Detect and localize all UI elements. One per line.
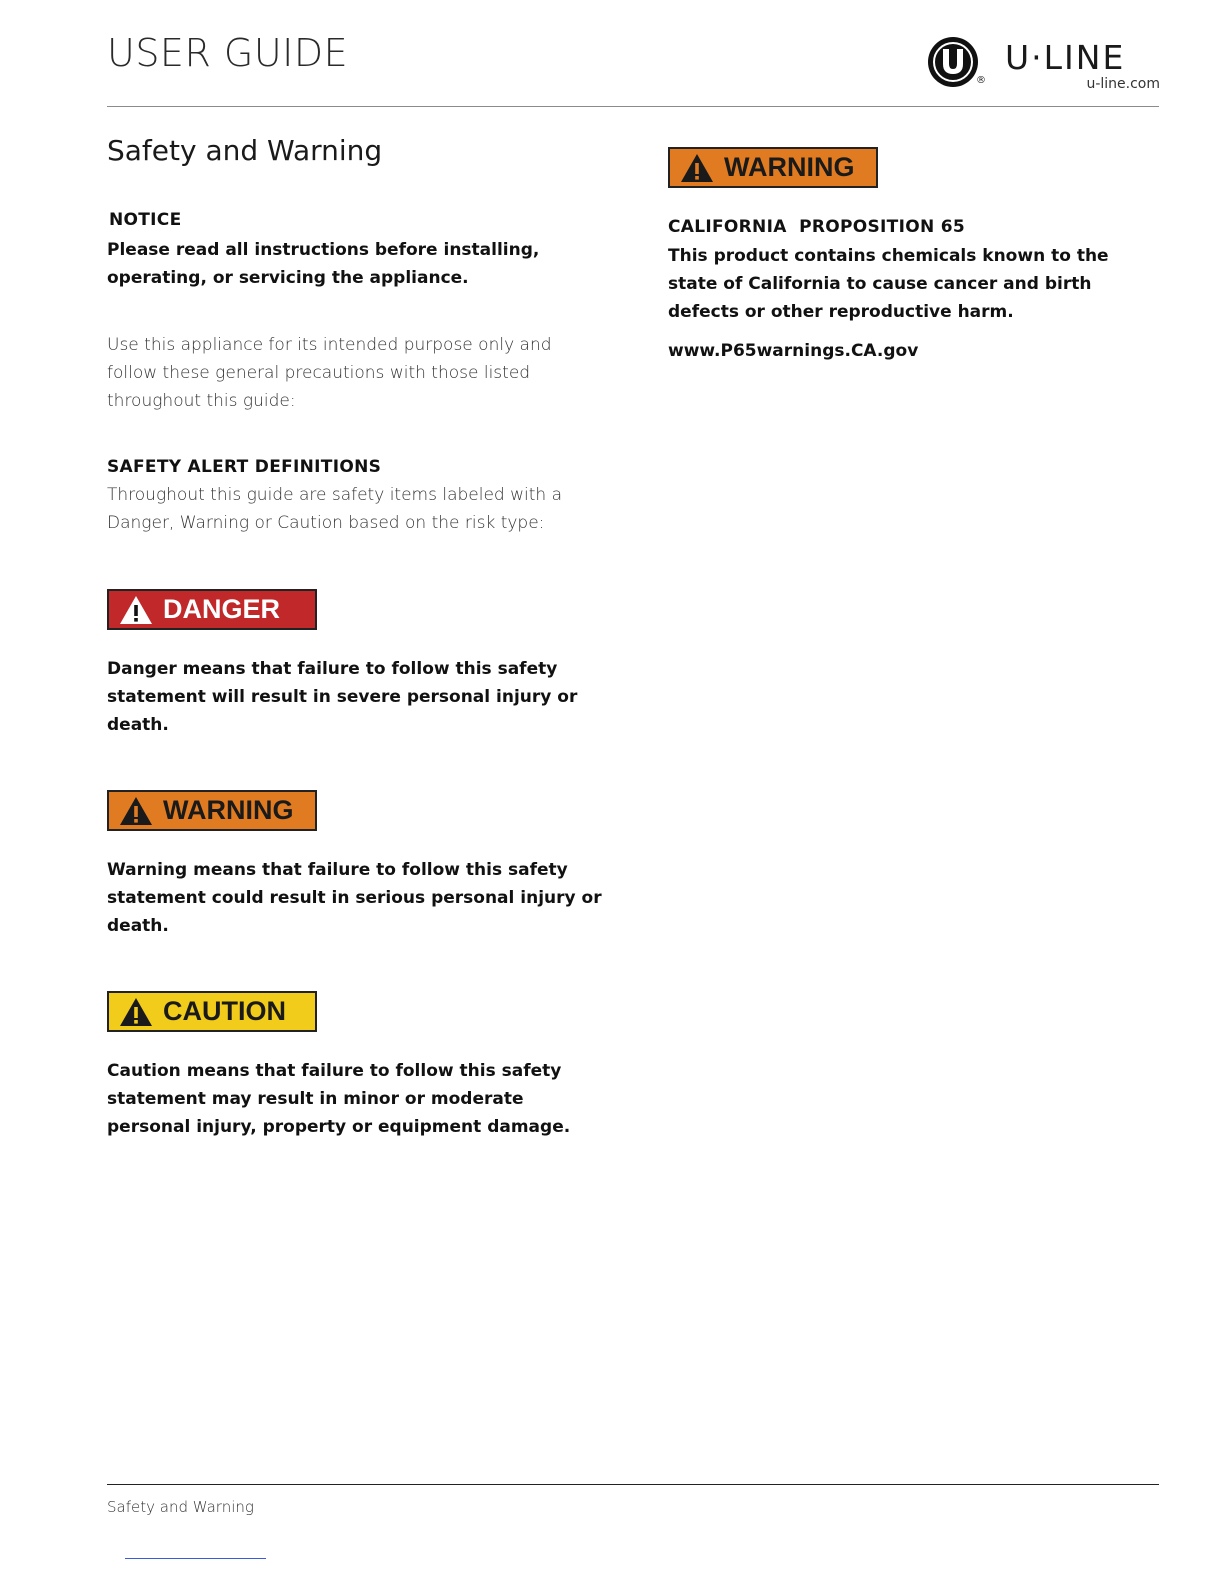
warning-triangle-icon <box>680 153 714 183</box>
footer-link-underline <box>125 1558 266 1559</box>
warning-triangle-icon <box>119 796 153 826</box>
intro-text: Use this appliance for its intended purpose only and follow these general precautions with those listed throughout this guide: <box>107 334 552 411</box>
u-line-logo <box>927 36 1162 96</box>
notice-label: NOTICE <box>109 209 182 230</box>
definitions-heading: SAFETY ALERT DEFINITIONS <box>107 456 382 477</box>
prop65-warning-label: WARNING <box>724 152 855 182</box>
caution-label: CAUTION <box>163 996 286 1027</box>
warning-triangle-icon <box>119 997 153 1027</box>
section-title: Safety and Warning <box>107 134 383 167</box>
footer-divider <box>107 1484 1159 1485</box>
notice-text: Please read all instructions before installing, operating, or servicing the appliance. <box>107 239 540 288</box>
warning-badge <box>107 790 317 831</box>
caution-description: Caution means that failure to follow this safety statement may result in minor or moderate personal injury, property or equipment damage. <box>107 1061 571 1138</box>
brand-url: u-line.com <box>1086 76 1160 92</box>
warning-triangle-icon <box>119 595 153 625</box>
registered-mark: ® <box>976 75 986 86</box>
prop65-link[interactable]: www.P65warnings.CA.gov <box>668 341 919 362</box>
right-column <box>668 147 1148 365</box>
warning-label: WARNING <box>163 795 294 826</box>
definitions-text: Throughout this guide are safety items labeled with a Danger, Warning or Caution based on the risk type: <box>107 485 563 534</box>
caution-badge <box>107 991 317 1032</box>
prop65-text: This product contains chemicals known to the state of California to cause cancer and birth defects or other reproductive harm. <box>668 246 1109 323</box>
header-divider <box>107 106 1159 107</box>
u-line-logo-icon <box>927 36 979 88</box>
danger-badge <box>107 589 317 630</box>
danger-description: Danger means that failure to follow this safety statement will result in severe personal injury or death. <box>107 659 578 736</box>
left-column <box>107 130 607 1141</box>
brand-wordmark: U·LINE <box>1005 38 1126 77</box>
document-title: USER GUIDE <box>107 31 349 75</box>
prop65-heading: CALIFORNIA PROPOSITION 65 <box>668 217 965 237</box>
prop65-warning-badge <box>668 147 878 188</box>
warning-description: Warning means that failure to follow this safety statement could result in serious personal injury or death. <box>107 860 602 937</box>
danger-label: DANGER <box>163 594 281 625</box>
footer-section-label: Safety and Warning <box>107 1498 254 1516</box>
